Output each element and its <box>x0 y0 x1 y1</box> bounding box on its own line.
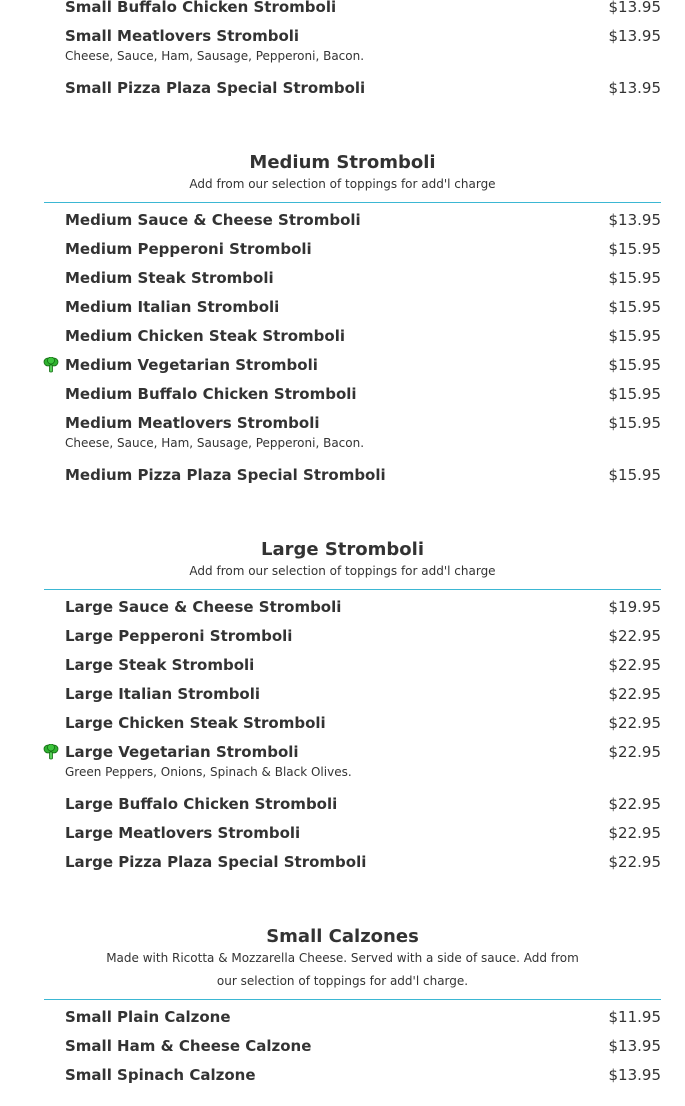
item-name: Medium Chicken Steak Stromboli <box>65 327 345 345</box>
menu-item[interactable] <box>65 319 661 348</box>
menu-item[interactable] <box>65 203 661 232</box>
item-price: $13.95 <box>608 1037 661 1055</box>
item-price: $15.95 <box>608 385 661 403</box>
item-name: Large Meatlovers Stromboli <box>65 824 301 842</box>
item-price: $15.95 <box>608 414 661 432</box>
item-price: $22.95 <box>608 853 661 871</box>
menu-item[interactable] <box>65 348 661 377</box>
menu-item[interactable] <box>65 845 661 874</box>
menu-item[interactable] <box>65 19 661 48</box>
menu-item[interactable] <box>65 261 661 290</box>
item-name: Large Pepperoni Stromboli <box>65 627 293 645</box>
section-header-calzones <box>0 926 685 993</box>
menu-item[interactable] <box>65 816 661 845</box>
menu-item[interactable] <box>65 232 661 261</box>
item-price: $22.95 <box>608 685 661 703</box>
item-name: Large Vegetarian Stromboli <box>65 743 299 761</box>
item-price: $13.95 <box>608 79 661 97</box>
item-name: Large Italian Stromboli <box>65 685 261 703</box>
menu-item[interactable] <box>65 590 661 619</box>
item-description: Cheese, Sauce, Ham, Sausage, Pepperoni, Bacon. <box>65 436 365 450</box>
item-name: Small Plain Calzone <box>65 1008 231 1026</box>
menu-item[interactable] <box>65 1029 661 1058</box>
item-name: Large Pizza Plaza Special Stromboli <box>65 853 367 871</box>
item-name: Medium Sauce & Cheese Stromboli <box>65 211 361 229</box>
item-price: $11.95 <box>608 1008 661 1026</box>
item-name: Large Chicken Steak Stromboli <box>65 714 326 732</box>
section-header-large <box>0 539 685 583</box>
menu-item[interactable] <box>65 735 661 764</box>
section-subtitle: Made with Ricotta & Mozzarella Cheese. Served with a side of sauce. Add from <box>106 951 579 965</box>
item-name: Large Buffalo Chicken Stromboli <box>65 795 338 813</box>
menu-item[interactable] <box>65 1000 661 1029</box>
item-price: $15.95 <box>608 269 661 287</box>
menu-item[interactable] <box>65 706 661 735</box>
item-price: $15.95 <box>608 356 661 374</box>
item-price: $22.95 <box>608 824 661 842</box>
item-price: $13.95 <box>608 211 661 229</box>
broccoli-icon <box>43 357 59 373</box>
menu-item[interactable] <box>65 458 661 487</box>
item-price: $19.95 <box>608 598 661 616</box>
item-price: $15.95 <box>608 327 661 345</box>
item-price: $15.95 <box>608 466 661 484</box>
item-name: Small Meatlovers Stromboli <box>65 27 300 45</box>
item-price: $22.95 <box>608 795 661 813</box>
menu-item[interactable] <box>65 71 661 100</box>
item-price: $13.95 <box>608 0 661 16</box>
menu-item[interactable] <box>65 0 661 19</box>
item-name: Small Spinach Calzone <box>65 1066 256 1084</box>
item-name: Medium Italian Stromboli <box>65 298 280 316</box>
item-name: Small Ham & Cheese Calzone <box>65 1037 312 1055</box>
item-name: Small Pizza Plaza Special Stromboli <box>65 79 366 97</box>
item-name: Large Sauce & Cheese Stromboli <box>65 598 342 616</box>
item-description: Cheese, Sauce, Ham, Sausage, Pepperoni, Bacon. <box>65 49 365 63</box>
menu-item[interactable] <box>65 648 661 677</box>
item-name: Medium Steak Stromboli <box>65 269 274 287</box>
menu-item[interactable] <box>65 290 661 319</box>
item-name: Medium Vegetarian Stromboli <box>65 356 318 374</box>
item-price: $22.95 <box>608 627 661 645</box>
section-title: Large Stromboli <box>260 539 424 560</box>
menu-item[interactable] <box>65 406 661 435</box>
menu-item[interactable] <box>65 1058 661 1087</box>
item-name: Medium Meatlovers Stromboli <box>65 414 320 432</box>
menu-item[interactable] <box>65 377 661 406</box>
item-name: Small Buffalo Chicken Stromboli <box>65 0 337 16</box>
broccoli-icon <box>43 744 59 760</box>
item-price: $15.95 <box>608 298 661 316</box>
item-name: Medium Buffalo Chicken Stromboli <box>65 385 357 403</box>
menu-item[interactable] <box>65 619 661 648</box>
section-title: Small Calzones <box>266 926 419 947</box>
item-name: Large Steak Stromboli <box>65 656 255 674</box>
item-name: Medium Pepperoni Stromboli <box>65 240 312 258</box>
section-title: Medium Stromboli <box>249 152 436 173</box>
item-price: $15.95 <box>608 240 661 258</box>
item-name: Medium Pizza Plaza Special Stromboli <box>65 466 386 484</box>
item-price: $22.95 <box>608 656 661 674</box>
section-subtitle: our selection of toppings for add'l charge. <box>216 974 469 988</box>
section-header-medium <box>0 152 685 196</box>
item-price: $22.95 <box>608 743 661 761</box>
section-subtitle: Add from our selection of toppings for add'l charge <box>189 564 496 578</box>
menu-item[interactable] <box>65 787 661 816</box>
item-price: $13.95 <box>608 27 661 45</box>
item-price: $22.95 <box>608 714 661 732</box>
menu-item[interactable] <box>65 677 661 706</box>
item-price: $13.95 <box>608 1066 661 1084</box>
item-description: Green Peppers, Onions, Spinach & Black Olives. <box>65 765 352 779</box>
section-subtitle: Add from our selection of toppings for add'l charge <box>189 177 496 191</box>
